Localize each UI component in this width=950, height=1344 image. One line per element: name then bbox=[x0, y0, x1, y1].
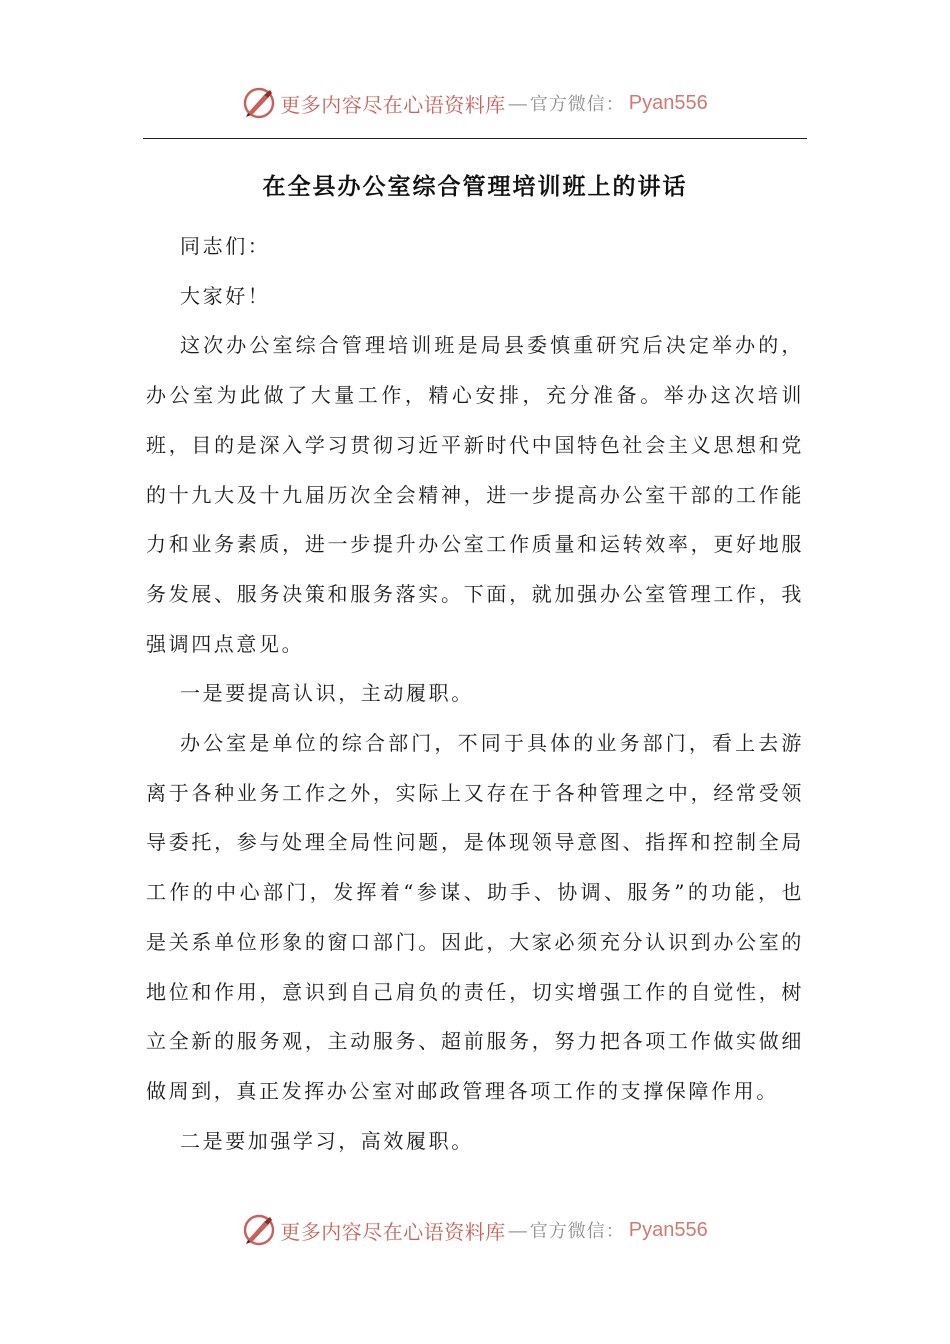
document-title: 在全县办公室综合管理培训班上的讲话 bbox=[262, 173, 688, 200]
header-wechat-label: 官方微信： bbox=[529, 94, 625, 115]
header-separator: — bbox=[507, 91, 528, 115]
header-divider bbox=[143, 138, 807, 139]
footer-separator: — bbox=[507, 1218, 528, 1242]
greeting: 大家好！ bbox=[180, 283, 271, 308]
header-banner bbox=[0, 83, 950, 123]
footer-wechat-id: Pyan556 bbox=[628, 1218, 708, 1241]
body-paragraph: 这次办公室综合管理培训班是局县委慎重研究后决定举办的，办公室为此做了大量工作，精心安排，充分准备。举办这次培训班，目的是深入学习贯彻习近平新时代中国特色社会主义思想和党的十九大及十九届历次全会精神，进一步提高办公室干部的工作能力和业务素质，进一步提升办公室工作质量和运转效率，更好地服务发展、服务决策和服务落实。下面，就加强办公室管理工作，我强调四点意见。 bbox=[146, 333, 804, 656]
section-heading: 二是要加强学习，高效履职。 bbox=[180, 1128, 474, 1153]
footer-banner bbox=[0, 1210, 950, 1250]
salutation: 同志们： bbox=[180, 234, 271, 258]
footer-brand-text: 更多内容尽在心语资料库 bbox=[280, 1219, 506, 1244]
document-body bbox=[146, 222, 804, 1166]
header-brand-text: 更多内容尽在心语资料库 bbox=[280, 92, 506, 117]
header-wechat-id: Pyan556 bbox=[628, 91, 708, 114]
pen-logo-icon bbox=[242, 1213, 276, 1247]
footer-wechat-label: 官方微信： bbox=[529, 1221, 625, 1242]
pen-logo-icon bbox=[242, 86, 276, 120]
section-heading: 一是要提高认识，主动履职。 bbox=[180, 681, 474, 706]
body-paragraph: 办公室是单位的综合部门，不同于具体的业务部门，看上去游离于各种业务工作之外，实际上又存在于各种管理之中，经常受领导委托，参与处理全局性问题，是体现领导意图、指挥和控制全局工作的中心部门，发挥着“参谋、助手、协调、服务”的功能，也是关系单位形象的窗口部门。因此，大家必须充分认识到办公室的地位和作用，意识到自己肩负的责任，切实增强工作的自觉性，树立全新的服务观，主动服务、超前服务，努力把各项工作做实做细做周到，真正发挥办公室对邮政管理各项工作的支撑保障作用。 bbox=[146, 731, 804, 1103]
